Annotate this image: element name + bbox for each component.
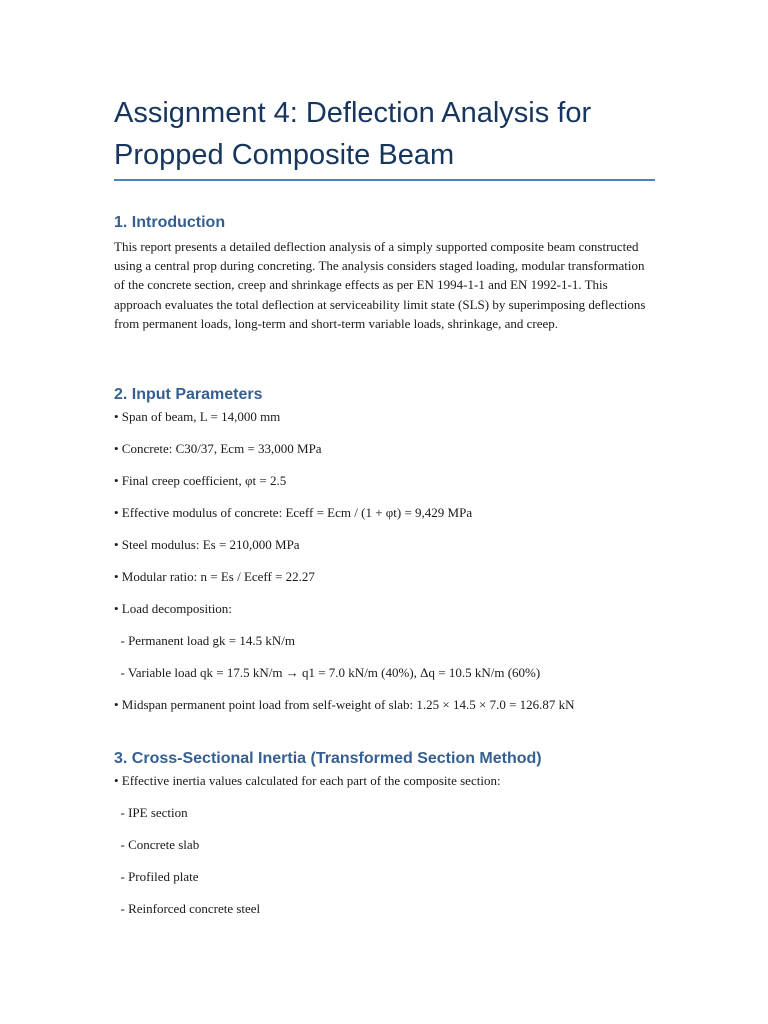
section-heading-cross-sectional-inertia: 3. Cross-Sectional Inertia (Transformed Section Method)	[114, 750, 542, 767]
list-item: • Span of beam, L = 14,000 mm	[114, 409, 281, 424]
list-subitem: - Variable load qk = 17.5 kN/m → q1 = 7.0 kN/m (40%), Δq = 10.5 kN/m (60%)	[114, 665, 541, 680]
list-subitem: - Permanent load gk = 14.5 kN/m	[114, 633, 295, 648]
section-heading-input-parameters: 2. Input Parameters	[114, 386, 263, 403]
list-subitem: - Concrete slab	[114, 837, 200, 852]
list-item: • Final creep coefficient, φt = 2.5	[114, 473, 287, 488]
list-subitem: - IPE section	[114, 805, 188, 820]
list-item: • Load decomposition:	[114, 601, 232, 616]
list-item: • Effective inertia values calculated for each part of the composite section:	[114, 773, 501, 788]
list-item: • Midspan permanent point load from self-weight of slab: 1.25 × 14.5 × 7.0 = 126.87 kN	[114, 697, 575, 712]
list-subitem: - Reinforced concrete steel	[114, 901, 261, 916]
list-item: • Steel modulus: Es = 210,000 MPa	[114, 537, 300, 552]
title-underline	[114, 179, 655, 181]
list-item: • Concrete: C30/37, Ecm = 33,000 MPa	[114, 441, 322, 456]
list-item: • Effective modulus of concrete: Eceff = Ecm / (1 + φt) = 9,429 MPa	[114, 505, 473, 520]
introduction-paragraph: This report presents a detailed deflection analysis of a simply supported composite beam constructed using a central prop during concreting. The analysis considers staged loading, modular transformation of the concrete section, creep and shrinkage effects as per EN 1994-1-1 and EN 1992-1-1. This approach evaluates the total deflection at serviceability limit state (SLS) by superimposing deflections from permanent loads, long-term and short-term variable loads, shrinkage, and creep.	[114, 239, 646, 331]
section-heading-introduction: 1. Introduction	[114, 214, 226, 231]
list-subitem: - Profiled plate	[114, 869, 199, 884]
document-title: Assignment 4: Deflection Analysis for Propped Composite Beam	[114, 97, 592, 171]
list-item: • Modular ratio: n = Es / Eceff = 22.27	[114, 569, 315, 584]
